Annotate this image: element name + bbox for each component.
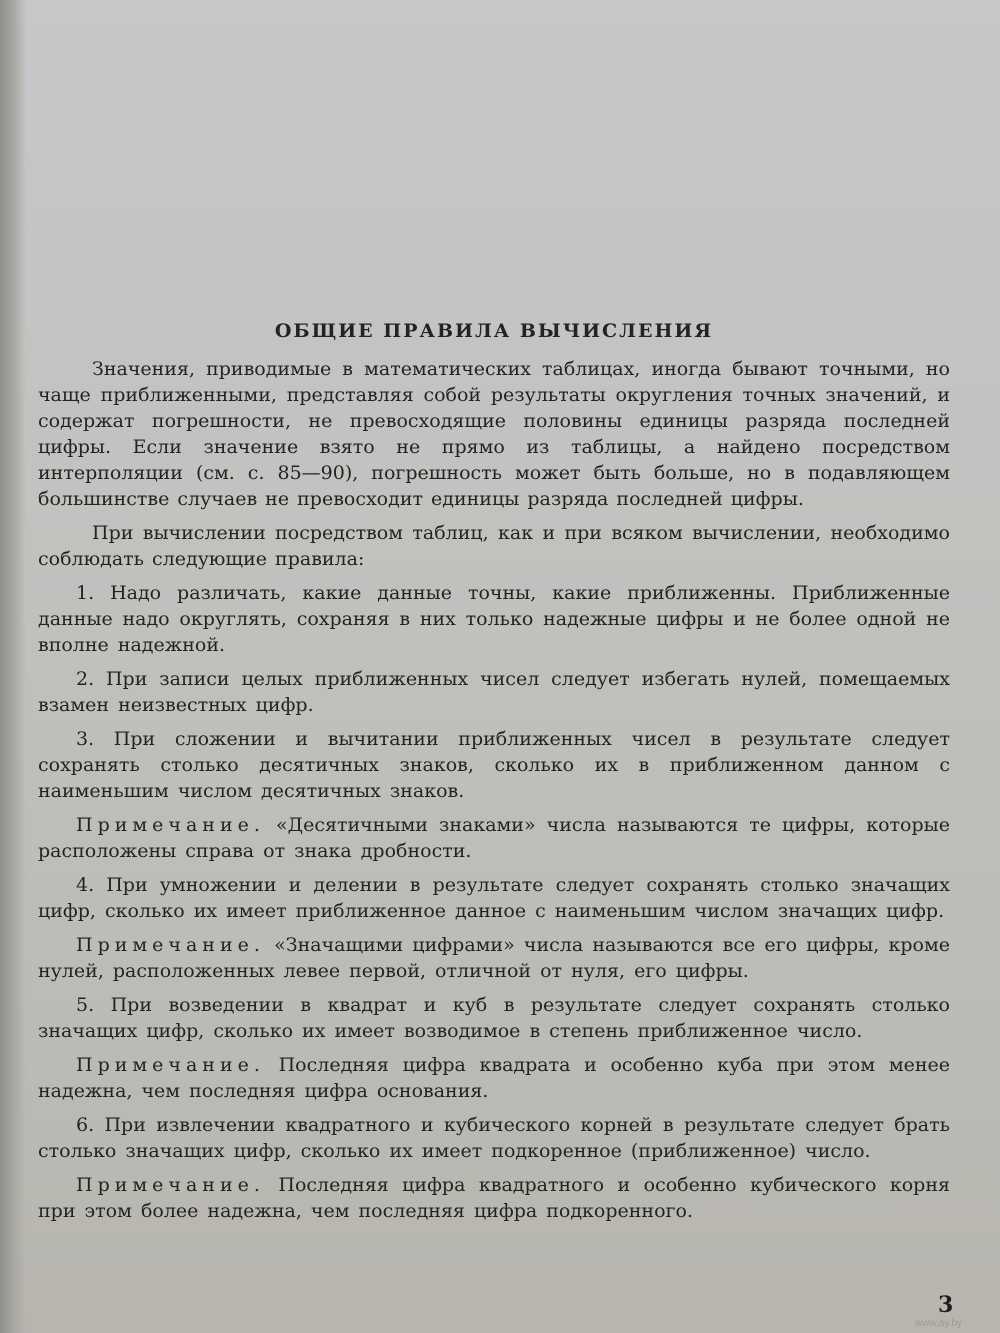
rule-paragraph: 5. При возведении в квадрат и куб в результате следует сохранять столько значащих цифр, сколько их имеет возводимое в степень приближенное число. [38,994,950,1042]
watermark: www.ay.by [915,1318,963,1329]
note-paragraph [38,1172,950,1224]
note-paragraph [38,812,950,864]
rule-paragraph: 6. При извлечении квадратного и кубического корней в результате следует брать столько значащих цифр, сколько их имеет подкоренное (приближенное) число. [38,1114,950,1162]
note-text: «Значащими цифрами» числа называются все его цифры, кроме нулей, расположенных левее первой, отличной от нуля, его цифры. [38,934,950,982]
book-spine-shadow [0,0,26,1333]
note-text: Последняя цифра квадрата и особенно куба при этом менее надежна, чем последняя цифра основания. [38,1054,950,1102]
intro-paragraph: Значения, приводимые в математических таблицах, иногда бывают точными, но чаще приближенными, представляя собой результаты округления точных значений, и содержат погрешности, не превосходящие половины единицы разряда последней цифры. Если значение взято не прямо из таблицы, а найдено посредством интерполяции (см. с. 85—90), погрешность может быть больше, но в подавляющем большинстве случаев не превосходит единицы разряда последней цифры. [38,358,950,510]
rule-paragraph: 2. При записи целых приближенных чисел следует избегать нулей, помещаемых взамен неизвестных цифр. [38,668,950,716]
note-text: Последняя цифра квадратного и особенно кубического корня при этом более надежна, чем последняя цифра подкоренного. [38,1174,950,1222]
note-paragraph [38,932,950,984]
document-body [38,318,950,1224]
note-label: Примечание. [76,814,265,836]
note-label: Примечание. [76,1054,265,1076]
note-label: Примечание. [76,934,265,956]
rule-paragraph: 3. При сложении и вычитании приближенных чисел в результате следует сохранять столько десятичных знаков, сколько их в приближенном данном с наименьшим числом десятичных знаков. [38,728,950,802]
page-number: 3 [938,1292,954,1318]
note-text: «Десятичными знаками» числа называются те цифры, которые расположены справа от знака дробности. [38,814,950,862]
note-paragraph [38,1052,950,1104]
page-title: ОБЩИЕ ПРАВИЛА ВЫЧИСЛЕНИЯ [274,320,714,342]
rule-paragraph: 4. При умножении и делении в результате следует сохранять столько значащих цифр, сколько их имеет приближенное данное с наименьшим числом значащих цифр. [38,874,950,922]
rule-paragraph: 1. Надо различать, какие данные точны, какие приближенны. Приближенные данные надо округлять, сохраняя в них только надежные цифры и не более одной не вполне надежной. [38,582,950,656]
intro-paragraph: При вычислении посредством таблиц, как и при всяком вычислении, необходимо соблюдать следующие правила: [38,522,950,570]
note-label: Примечание. [76,1174,265,1196]
